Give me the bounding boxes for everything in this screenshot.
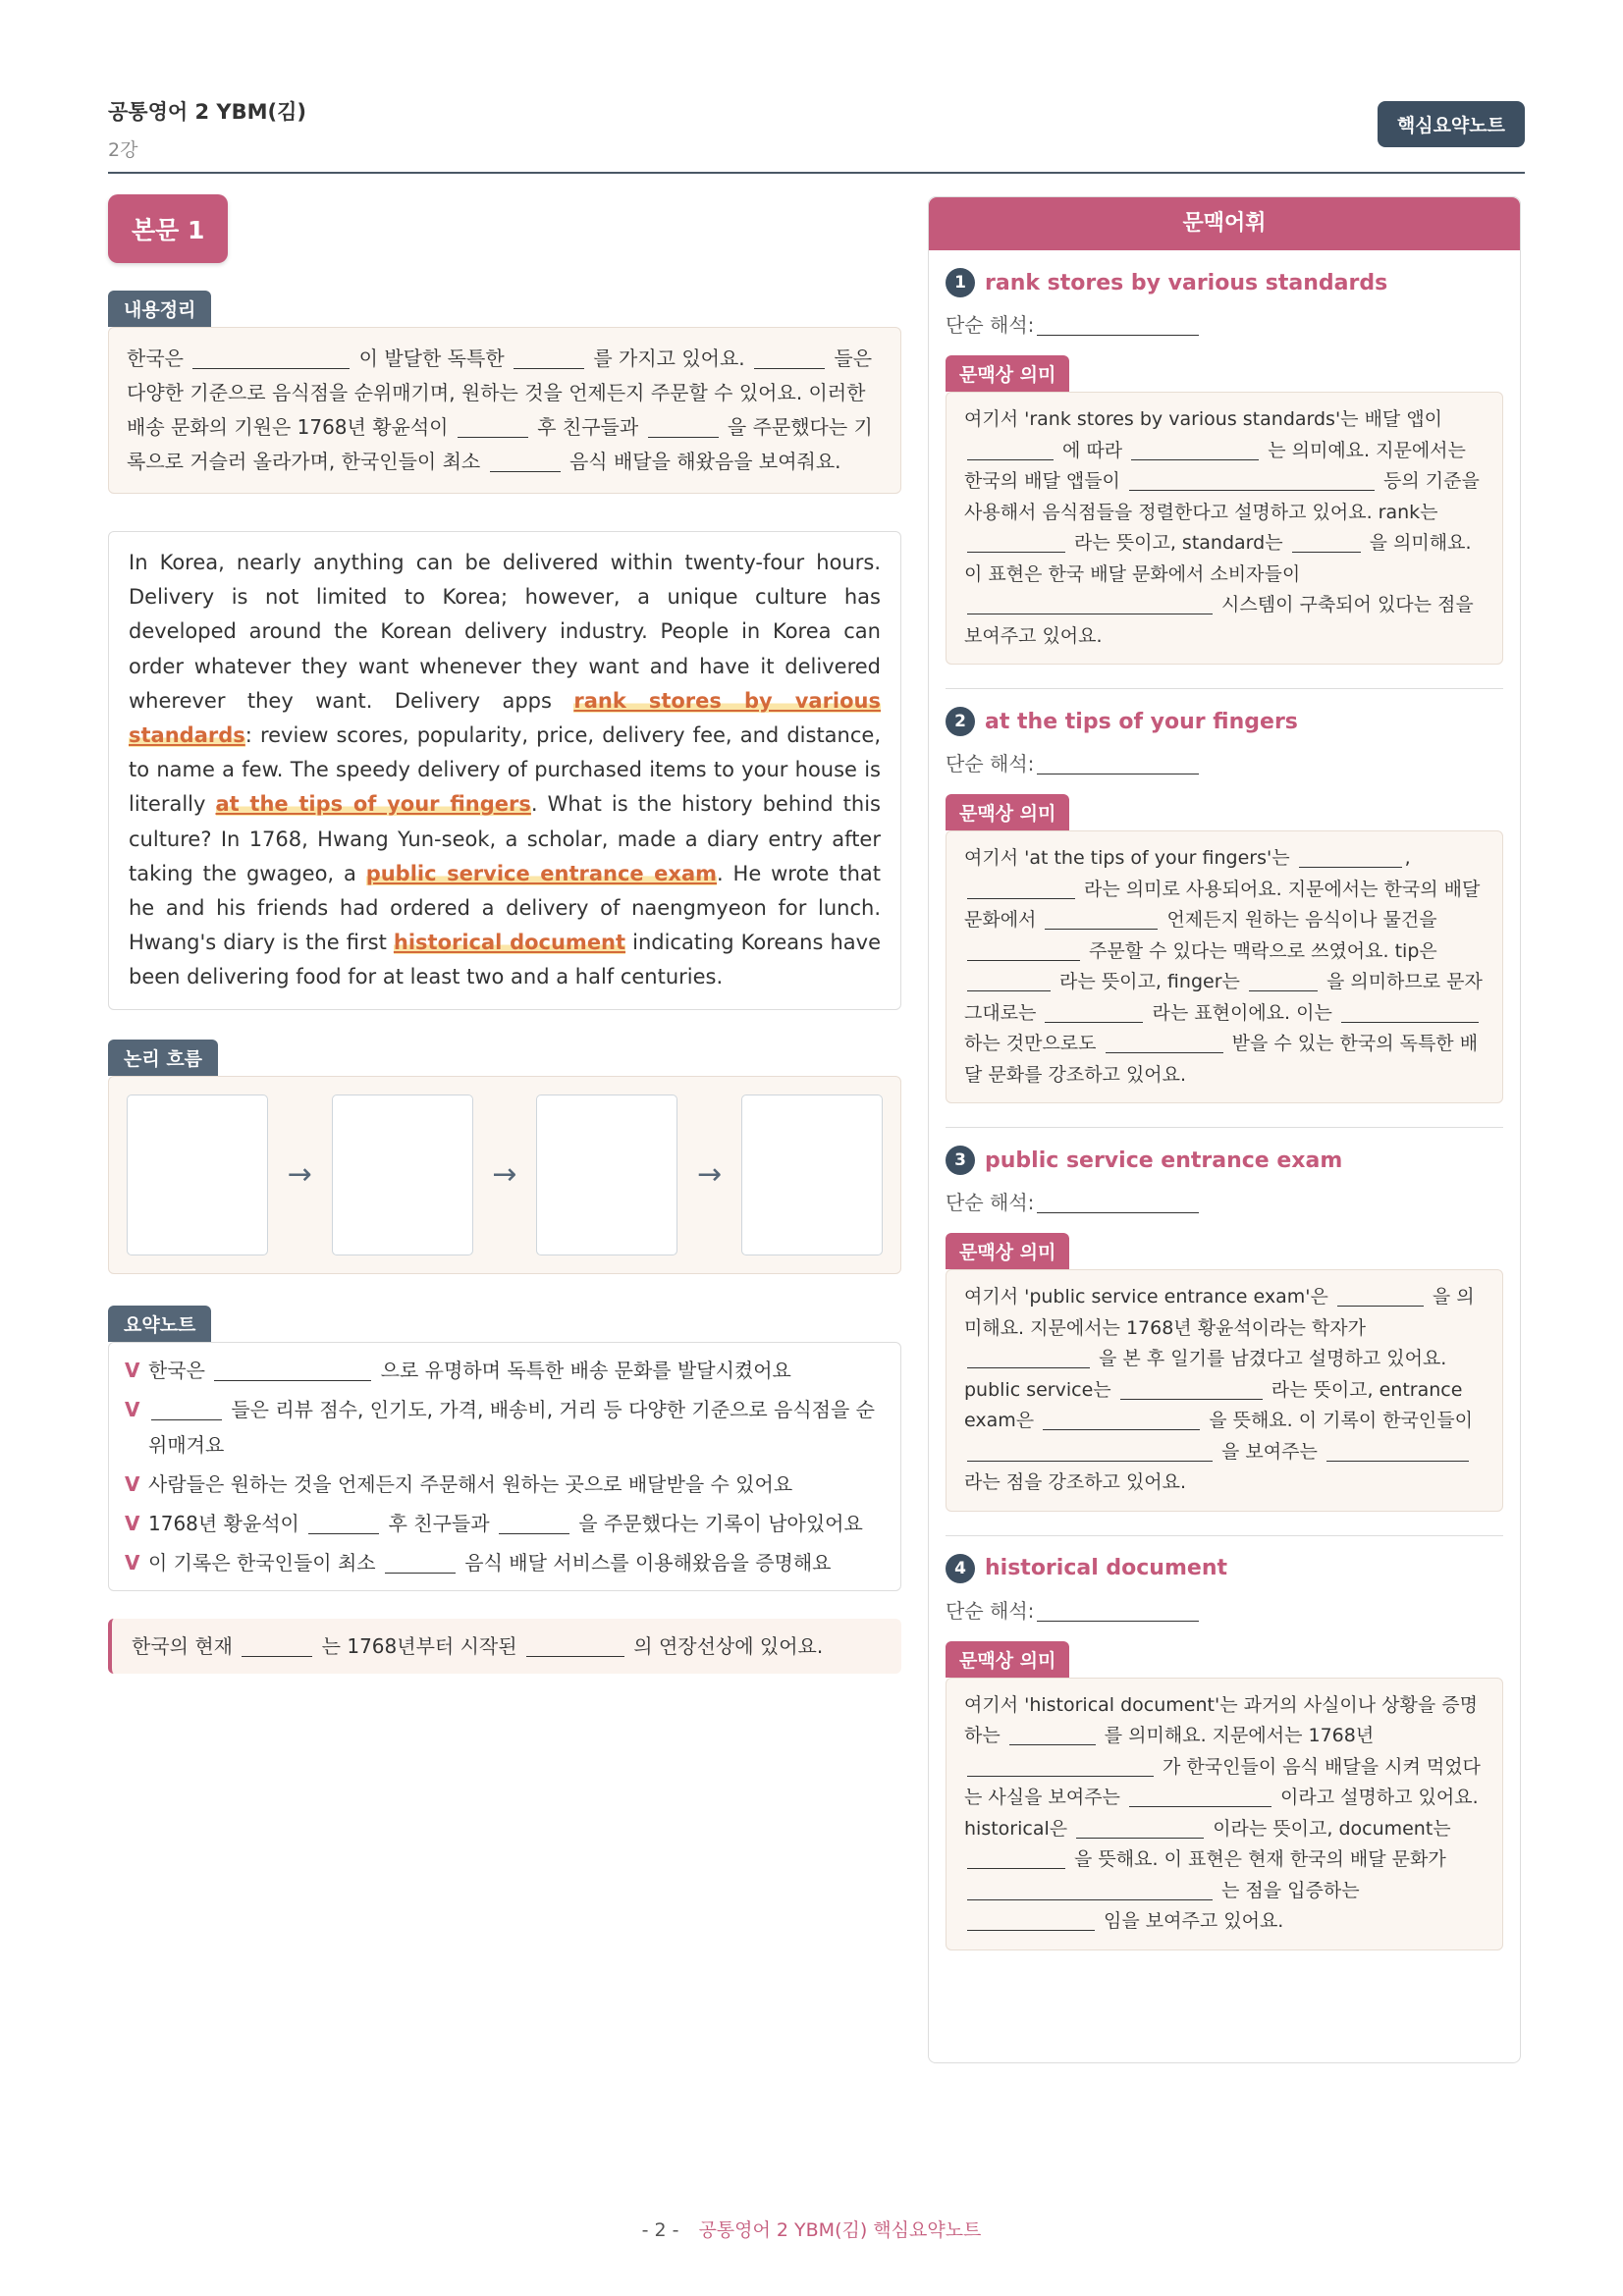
check-icon: V [125, 1397, 140, 1421]
callout-text: 는 1768년부터 시작된 [315, 1633, 523, 1658]
summary-item-text: 을 주문했다는 기록이 남아있어요 [571, 1511, 863, 1535]
reading-passage [108, 531, 901, 1010]
answer-blank [242, 1634, 312, 1657]
vocab-divider [946, 1127, 1503, 1128]
answer-blank [499, 1512, 569, 1534]
highlight-phrase-1: rank stores by various standards [129, 688, 882, 748]
answer-blank [1341, 1000, 1479, 1023]
vocab-divider [946, 688, 1503, 689]
answer-blank [1337, 1284, 1424, 1307]
vocab-number-badge: 1 [946, 268, 975, 297]
highlight-phrase-4: historical document [393, 931, 626, 955]
answer-blank [151, 1398, 222, 1420]
check-icon: V [125, 1358, 140, 1382]
answer-blank [1037, 1191, 1199, 1213]
vocab-entry [946, 1554, 1503, 1950]
context-text: 임을 보여주고 있어요. [1098, 1910, 1284, 1932]
answer-blank [1249, 969, 1318, 991]
context-text: 을 의미하므로 문자 그대로는 [964, 971, 1483, 1024]
context-meaning-box [946, 830, 1503, 1103]
context-text: 는 의미예요. 지문에서는 한국의 배달 앱들이 [964, 439, 1466, 492]
answer-blank [214, 1359, 371, 1381]
summary-item-text: 들은 리뷰 점수, 인기도, 가격, 배송비, 거리 등 다양한 기준으로 음식점을 순위매겨요 [148, 1397, 875, 1457]
answer-blank [967, 592, 1213, 614]
context-meaning-tag: 문맥상 의미 [946, 1233, 1069, 1269]
context-text: 여기서 'historical document'는 과거의 사실이나 상황을 증명하는 [964, 1693, 1478, 1746]
passage-text: . What is the history behind this culture? In 1768, Hwang Yun-seok, a scholar, made a diary entry after taking the gwageo, a [129, 792, 881, 885]
summary-notes-box [108, 1342, 901, 1591]
context-text: 라는 표현이에요. 이는 [1146, 1001, 1338, 1024]
context-text: 시스템이 구축되어 있다는 점을 보여주고 있어요. [964, 594, 1474, 647]
answer-blank [1131, 438, 1259, 460]
header-divider [108, 172, 1525, 174]
answer-blank [1129, 1785, 1271, 1807]
context-text: 을 본 후 일기를 남겼다고 설명하고 있어요. public service는 [964, 1348, 1447, 1401]
answer-blank [967, 1754, 1154, 1777]
section-title: 본문 1 [108, 194, 228, 263]
summary-item-text: 으로 유명하며 독특한 배송 문화를 발달시켰어요 [374, 1358, 791, 1382]
lesson-number: 2강 [108, 139, 138, 161]
context-text: 이라는 뜻이고, document는 [1207, 1817, 1451, 1840]
answer-blank [967, 438, 1054, 460]
simple-translation-label: 단순 해석: [946, 752, 1035, 775]
flow-step-box[interactable] [741, 1095, 883, 1255]
check-icon: V [125, 1550, 140, 1575]
vocab-divider [946, 1535, 1503, 1536]
flow-step-box[interactable] [332, 1095, 473, 1255]
notes-badge: 핵심요약노트 [1378, 101, 1525, 147]
summary-notes-section [108, 1306, 901, 1591]
answer-blank [490, 450, 561, 472]
simple-translation-row [946, 1187, 1503, 1215]
answer-blank [385, 1551, 456, 1574]
callout-text: 의 연장선상에 있어요. [626, 1633, 824, 1658]
vocab-heading [946, 268, 1503, 297]
summary-item-text: 1768년 황윤석이 [148, 1511, 306, 1535]
summary-text: 음식 배달을 해왔음을 보여줘요. [563, 450, 841, 473]
answer-blank [648, 415, 719, 438]
logic-flow-tag: 논리 흐름 [108, 1040, 218, 1076]
context-text: 라는 뜻이고, standard는 [1068, 532, 1289, 554]
flow-step-box[interactable] [127, 1095, 268, 1255]
vocab-number-badge: 3 [946, 1146, 975, 1175]
highlight-phrase-3: public service entrance exam [365, 861, 717, 885]
summary-text: 를 가지고 있어요. [587, 347, 752, 370]
answer-blank [967, 530, 1065, 553]
context-meaning-tag: 문맥상 의미 [946, 1641, 1069, 1678]
content-summary-section [108, 291, 901, 494]
vocab-heading [946, 1146, 1503, 1175]
answer-blank [967, 1908, 1095, 1931]
summary-item [125, 1351, 885, 1390]
summary-text: 들은 다양한 기준으로 음식점을 순위매기며, 원하는 것을 언제든지 주문할 수 있어요. 이러한 배송 문화의 기원은 1768년 황윤석이 [127, 347, 873, 439]
highlight-phrase-2: at the tips of your fingers [215, 792, 531, 817]
answer-blank [1292, 530, 1361, 553]
context-text: 을 뜻해요. 이 표현은 현재 한국의 배달 문화가 [1068, 1848, 1446, 1870]
answer-blank [967, 877, 1075, 899]
vocab-entry [946, 707, 1503, 1128]
logic-flow-diagram [108, 1076, 901, 1274]
context-meaning-box [946, 392, 1503, 665]
logic-flow-section [108, 1040, 901, 1274]
simple-translation-row [946, 1595, 1503, 1624]
simple-translation-label: 단순 해석: [946, 1191, 1035, 1214]
answer-blank [1129, 468, 1375, 491]
answer-blank [967, 969, 1051, 991]
simple-translation-label: 단순 해석: [946, 1598, 1035, 1623]
summary-text: 후 친구들과 [530, 415, 645, 439]
simple-translation-label: 단순 해석: [946, 313, 1035, 337]
callout-text: 한국의 현재 [132, 1633, 240, 1658]
vocab-list [929, 268, 1520, 1950]
page-number: - 2 - [641, 2219, 679, 2241]
answer-blank [1076, 1816, 1204, 1839]
check-icon: V [125, 1511, 140, 1535]
passage-text: In Korea, nearly anything can be delivered within twenty-four hours. Delivery is not limited to Korea; however, a unique culture has developed around the Korean delivery industry. People in Korea can order whatever they want whenever they want and have it delivered wherever they want. Delivery apps [129, 551, 881, 713]
vocab-heading [946, 707, 1503, 736]
summary-item-text: 후 친구들과 [382, 1511, 496, 1535]
answer-blank [967, 938, 1080, 961]
context-meaning-box [946, 1678, 1503, 1950]
context-text: 에 따라 [1056, 439, 1129, 461]
context-text: 가 한국인들이 음식 배달을 시켜 먹었다는 사실을 보여주는 [964, 1755, 1481, 1808]
context-text: 를 의미해요. 지문에서는 1768년 [1098, 1725, 1375, 1746]
context-text: , [1404, 847, 1411, 869]
context-meaning-tag: 문맥상 의미 [946, 355, 1069, 392]
vocab-number-badge: 2 [946, 707, 975, 736]
course-title: 공통영어 2 YBM(김) [108, 100, 306, 124]
summary-item-text: 사람들은 원하는 것을 언제든지 주문해서 원하는 곳으로 배달받을 수 있어요 [148, 1471, 793, 1496]
summary-item [125, 1390, 885, 1465]
vocab-number-badge: 4 [946, 1554, 975, 1583]
check-icon: V [125, 1471, 140, 1496]
context-text: 여기서 'rank stores by various standards'는 배달 앱이 [964, 408, 1443, 430]
context-text: 주문할 수 있다는 맥락으로 쓰였어요. tip은 [1083, 939, 1437, 962]
vocab-panel [928, 196, 1521, 2063]
context-text: 을 보여주는 [1216, 1440, 1324, 1463]
answer-blank [308, 1512, 379, 1534]
answer-blank [526, 1634, 624, 1657]
answer-blank [967, 1878, 1213, 1900]
context-text: 을 의미해요. 지문에서는 1768년 황윤석이라는 학자가 [964, 1286, 1475, 1339]
vocab-entry [946, 1146, 1503, 1536]
answer-blank [1037, 1599, 1199, 1622]
summary-notes-tag: 요약노트 [108, 1306, 211, 1342]
vocab-panel-title: 문맥어휘 [929, 197, 1520, 250]
context-text: 하는 것만으로도 [964, 1033, 1103, 1054]
vocab-phrase: public service entrance exam [985, 1148, 1343, 1173]
context-text: 는 점을 입증하는 [1216, 1879, 1360, 1901]
answer-blank [1037, 313, 1199, 336]
footer-text: 공통영어 2 YBM(김) 핵심요약노트 [698, 2219, 982, 2241]
context-text: 등의 기준을 사용해서 음식점들을 정렬한다고 설명하고 있어요. rank는 [964, 470, 1480, 523]
simple-translation-row [946, 309, 1503, 338]
answer-blank [967, 1846, 1065, 1869]
summary-text: 한국은 [127, 347, 190, 370]
answer-blank [1045, 907, 1158, 930]
summary-text: 을 주문했다는 기록으로 거슬러 올라가며, 한국인들이 최소 [127, 415, 873, 473]
answer-blank [967, 1346, 1090, 1368]
passage-text: . He wrote that he and his friends had ordered a delivery of naengmyeon for lunch. Hwang's diary is the first [129, 861, 881, 955]
vocab-entry [946, 268, 1503, 689]
flow-step-box[interactable] [536, 1095, 677, 1255]
answer-blank [1045, 1000, 1143, 1023]
passage-text: indicating Koreans have been delivering food for at least two and a half centuries. [129, 931, 881, 989]
simple-translation-row [946, 748, 1503, 776]
answer-blank [192, 347, 350, 369]
arrow-right-icon: → [492, 1157, 517, 1193]
context-text: 라는 의미로 사용되어요. 지문에서는 한국의 배달 문화에서 [964, 878, 1481, 931]
passage-text: : review scores, popularity, price, delivery fee, and distance, to name a few. The speedy delivery of purchased items to your house is literally [129, 723, 881, 817]
context-text: 라는 점을 강조하고 있어요. [964, 1471, 1187, 1493]
vocab-heading [946, 1554, 1503, 1583]
context-text: 여기서 'public service entrance exam'은 [964, 1286, 1334, 1308]
summary-text: 이 발달한 독특한 [352, 347, 511, 370]
answer-blank [754, 347, 825, 369]
answer-blank [1037, 752, 1199, 774]
answer-blank [967, 1439, 1213, 1462]
vocab-phrase: at the tips of your fingers [985, 709, 1298, 734]
context-text: 을 뜻해요. 이 기록이 한국인들이 [1203, 1410, 1473, 1431]
answer-blank [1043, 1408, 1200, 1430]
summary-item [125, 1465, 885, 1504]
content-summary-tag: 내용정리 [108, 291, 211, 327]
summary-item-text: 이 기록은 한국인들이 최소 [148, 1550, 382, 1575]
answer-blank [514, 347, 584, 369]
context-meaning-tag: 문맥상 의미 [946, 794, 1069, 830]
summary-item [125, 1543, 885, 1582]
arrow-right-icon: → [697, 1157, 723, 1193]
context-text: 라는 뜻이고, finger는 [1054, 971, 1246, 992]
main-column [108, 194, 901, 1674]
vocab-phrase: rank stores by various standards [985, 270, 1388, 295]
summary-item [125, 1504, 885, 1543]
context-text: 이라고 설명하고 있어요. historical은 [964, 1787, 1479, 1840]
context-text: 라는 뜻이고, entrance exam은 [964, 1378, 1463, 1431]
answer-blank [1106, 1031, 1223, 1053]
answer-blank [1326, 1439, 1469, 1462]
answer-blank [1009, 1723, 1096, 1745]
answer-blank [1299, 845, 1402, 868]
summary-item-text: 음식 배달 서비스를 이용해왔음을 증명해요 [458, 1550, 832, 1575]
context-text: 여기서 'at the tips of your fingers'는 [964, 847, 1296, 869]
context-text: 을 의미해요. 이 표현은 한국 배달 문화에서 소비자들이 [964, 532, 1472, 585]
context-meaning-box [946, 1269, 1503, 1512]
content-summary-box [108, 327, 901, 494]
context-text: 받을 수 있는 한국의 독특한 배달 문화를 강조하고 있어요. [964, 1033, 1479, 1086]
answer-blank [458, 415, 528, 438]
page-footer [0, 2216, 1623, 2242]
answer-blank [1120, 1377, 1263, 1400]
arrow-right-icon: → [287, 1157, 312, 1193]
summary-item-text: 한국은 [148, 1358, 212, 1382]
vocab-phrase: historical document [985, 1556, 1227, 1580]
context-text: 언제든지 원하는 음식이나 물건을 [1161, 909, 1437, 931]
key-point-callout [108, 1619, 901, 1674]
